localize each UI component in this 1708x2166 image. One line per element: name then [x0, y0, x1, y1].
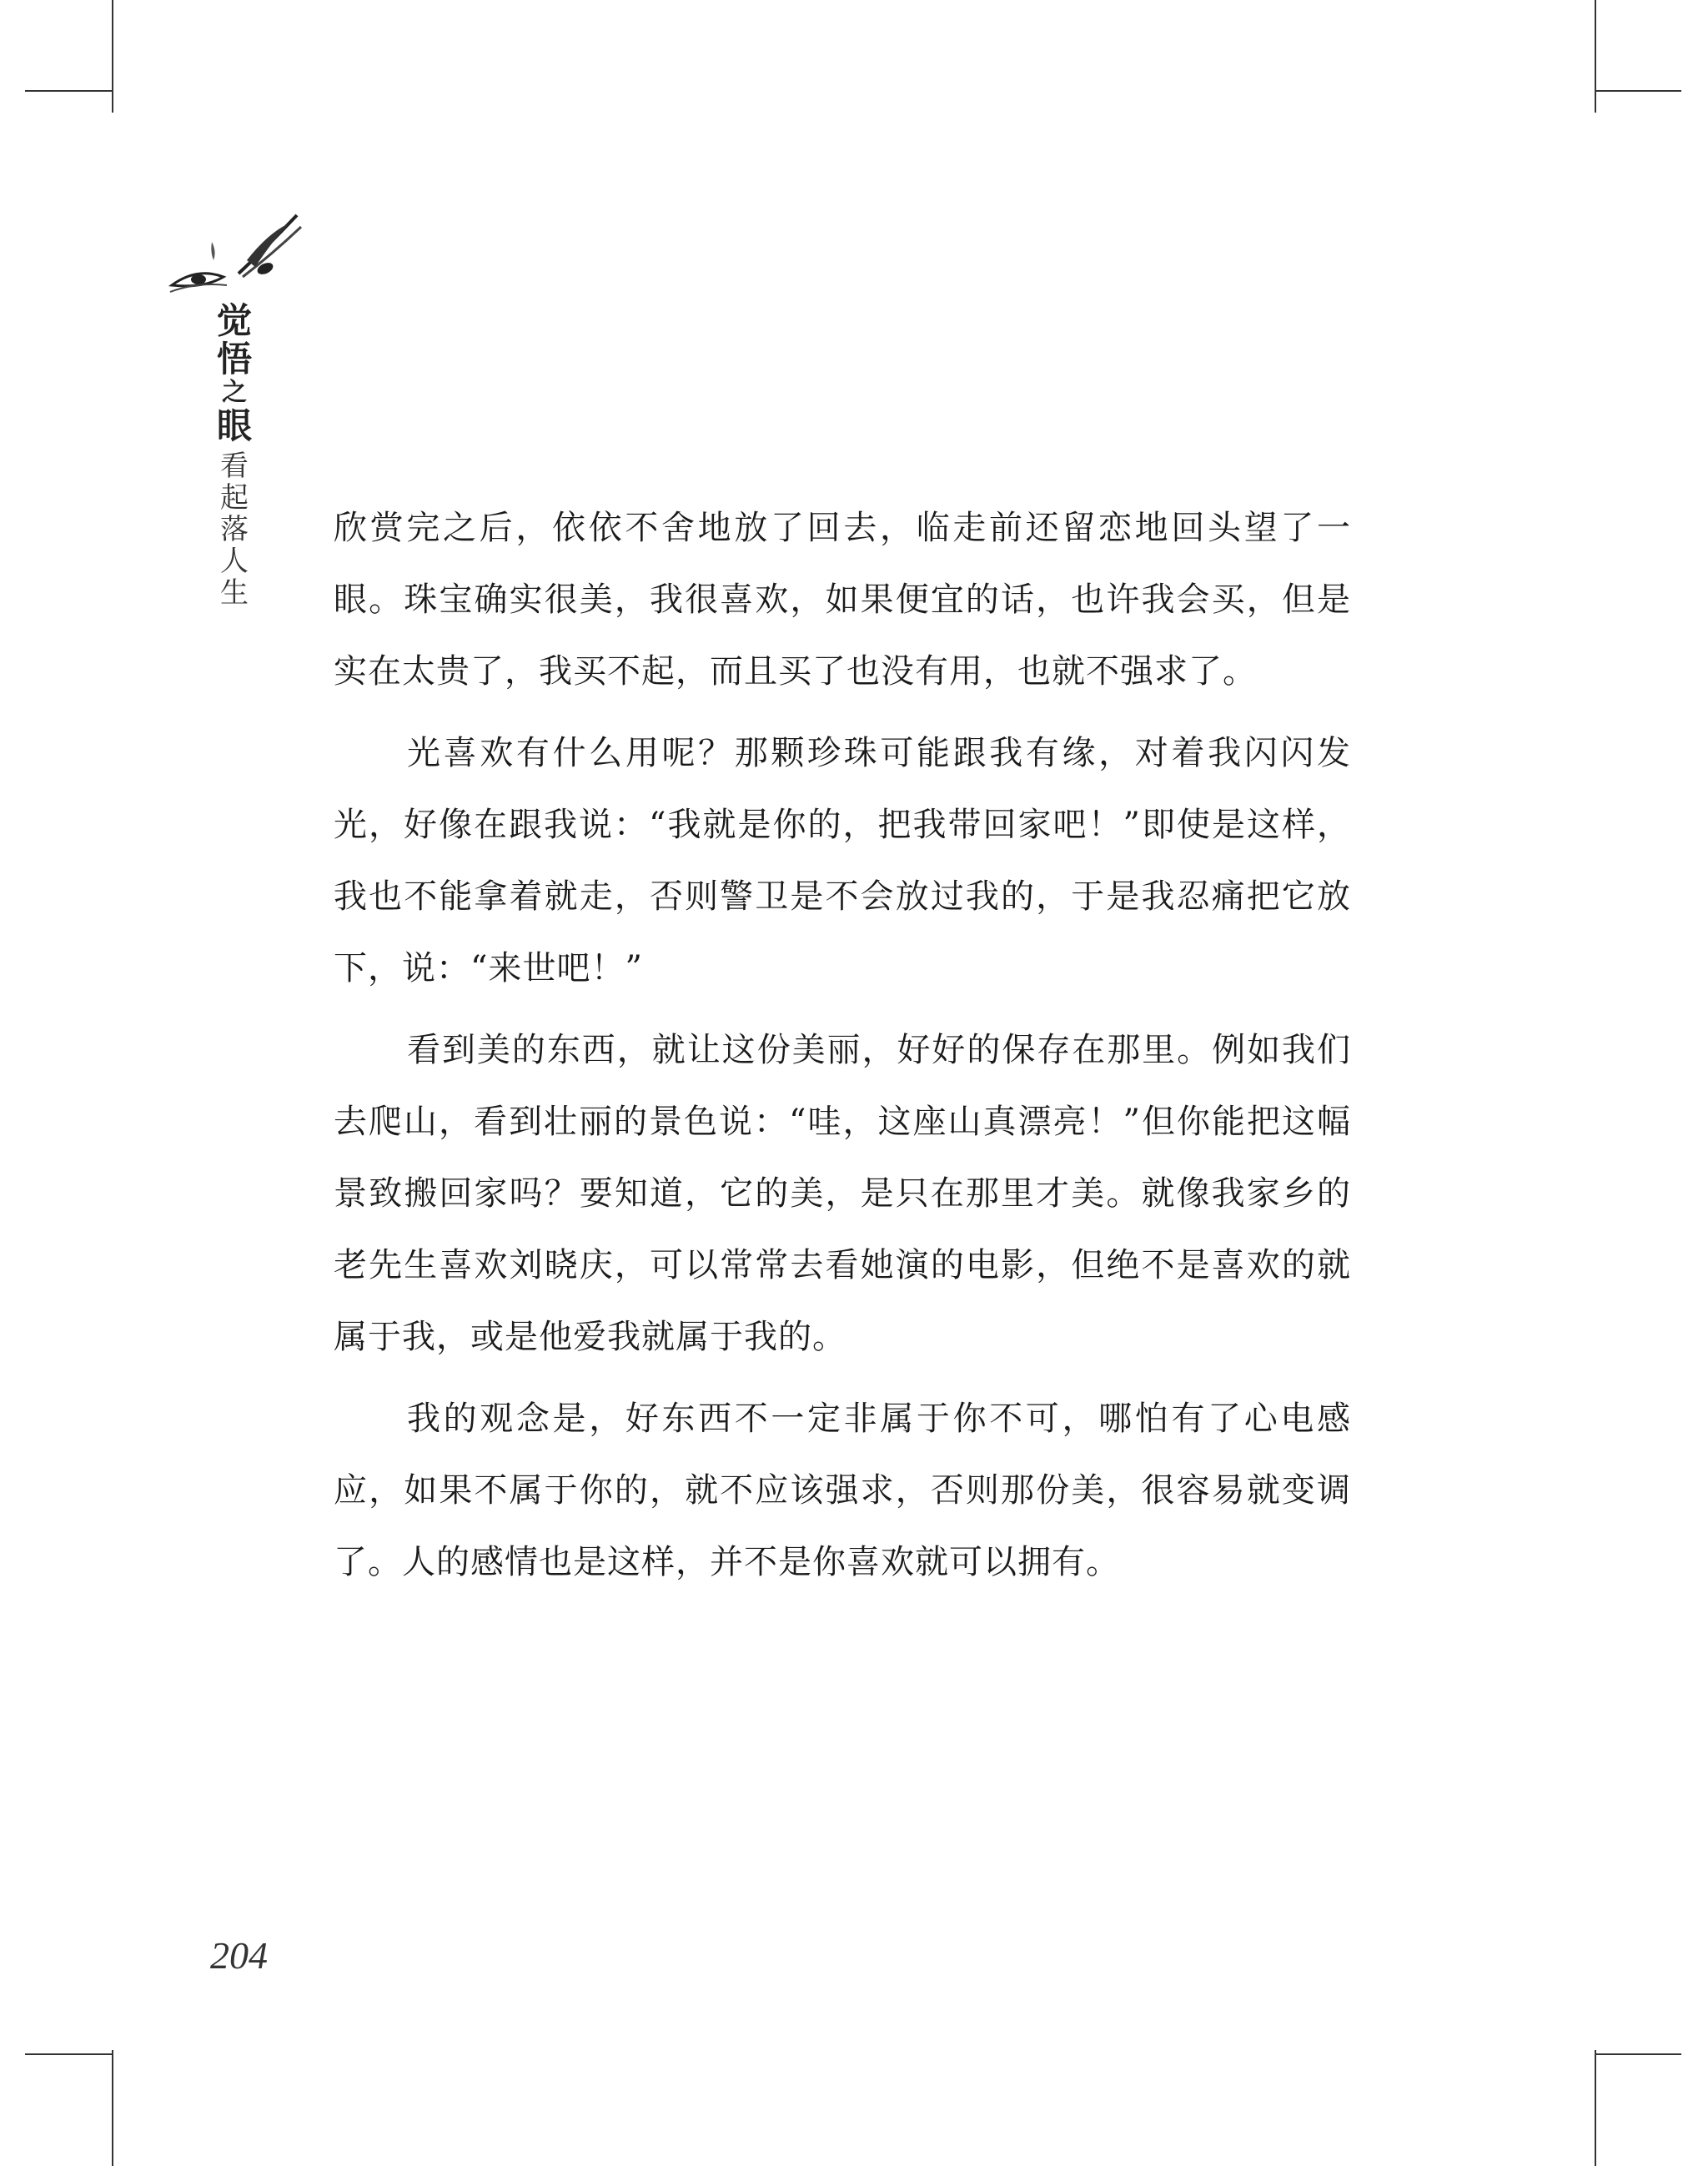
book-title-char: 觉 [216, 300, 252, 341]
book-subtitle-char: 落 [220, 513, 249, 546]
crop-mark [1595, 0, 1596, 113]
book-subtitle [215, 450, 254, 609]
crop-mark [112, 0, 113, 113]
book-subtitle-char: 看 [220, 450, 249, 483]
book-title [212, 302, 257, 445]
body-text [334, 492, 1351, 1608]
crop-mark [25, 90, 112, 92]
crop-mark [25, 2053, 112, 2055]
stylized-eyes-icon [163, 209, 305, 304]
page-number: 204 [210, 1934, 268, 1977]
book-title-char: 悟 [216, 339, 252, 379]
crop-mark [1595, 90, 1681, 92]
book-title-char: 眼 [216, 405, 252, 446]
book-subtitle-char: 人 [220, 545, 249, 578]
book-subtitle-char: 起 [220, 481, 249, 515]
crop-mark [112, 2050, 113, 2166]
crop-mark [1595, 2053, 1681, 2055]
book-subtitle-char: 生 [220, 576, 249, 610]
paragraph: 光喜欢有什么用呢？那颗珍珠可能跟我有缘，对着我闪闪发光，好像在跟我说：“我就是你的，把我带回家吧！”即使是这样，我也不能拿着就走，否则警卫是不会放过我的，于是我忍痛把它放下，说：“来世吧！” [334, 734, 1351, 988]
paragraph: 看到美的东西，就让这份美丽，好好的保存在那里。例如我们去爬山，看到壮丽的景色说：“哇，这座山真漂亮！”但你能把这幅景致搬回家吗？要知道，它的美，是只在那里才美。就像我家乡的老先生喜欢刘晓庆，可以常常去看她演的电影，但绝不是喜欢的就属于我，或是他爱我就属于我的。 [334, 1031, 1351, 1356]
book-title-char: 之 [222, 378, 247, 407]
paragraph: 我的观念是，好东西不一定非属于你不可，哪怕有了心电感应，如果不属于你的，就不应该强求，否则那份美，很容易就变调了。人的感情也是这样，并不是你喜欢就可以拥有。 [334, 1400, 1351, 1581]
crop-mark [1595, 2050, 1596, 2166]
paragraph: 欣赏完之后，依依不舍地放了回去，临走前还留恋地回头望了一眼。珠宝确实很美，我很喜欢，如果便宜的话，也许我会买，但是实在太贵了，我买不起，而且买了也没有用，也就不强求了。 [334, 509, 1351, 691]
